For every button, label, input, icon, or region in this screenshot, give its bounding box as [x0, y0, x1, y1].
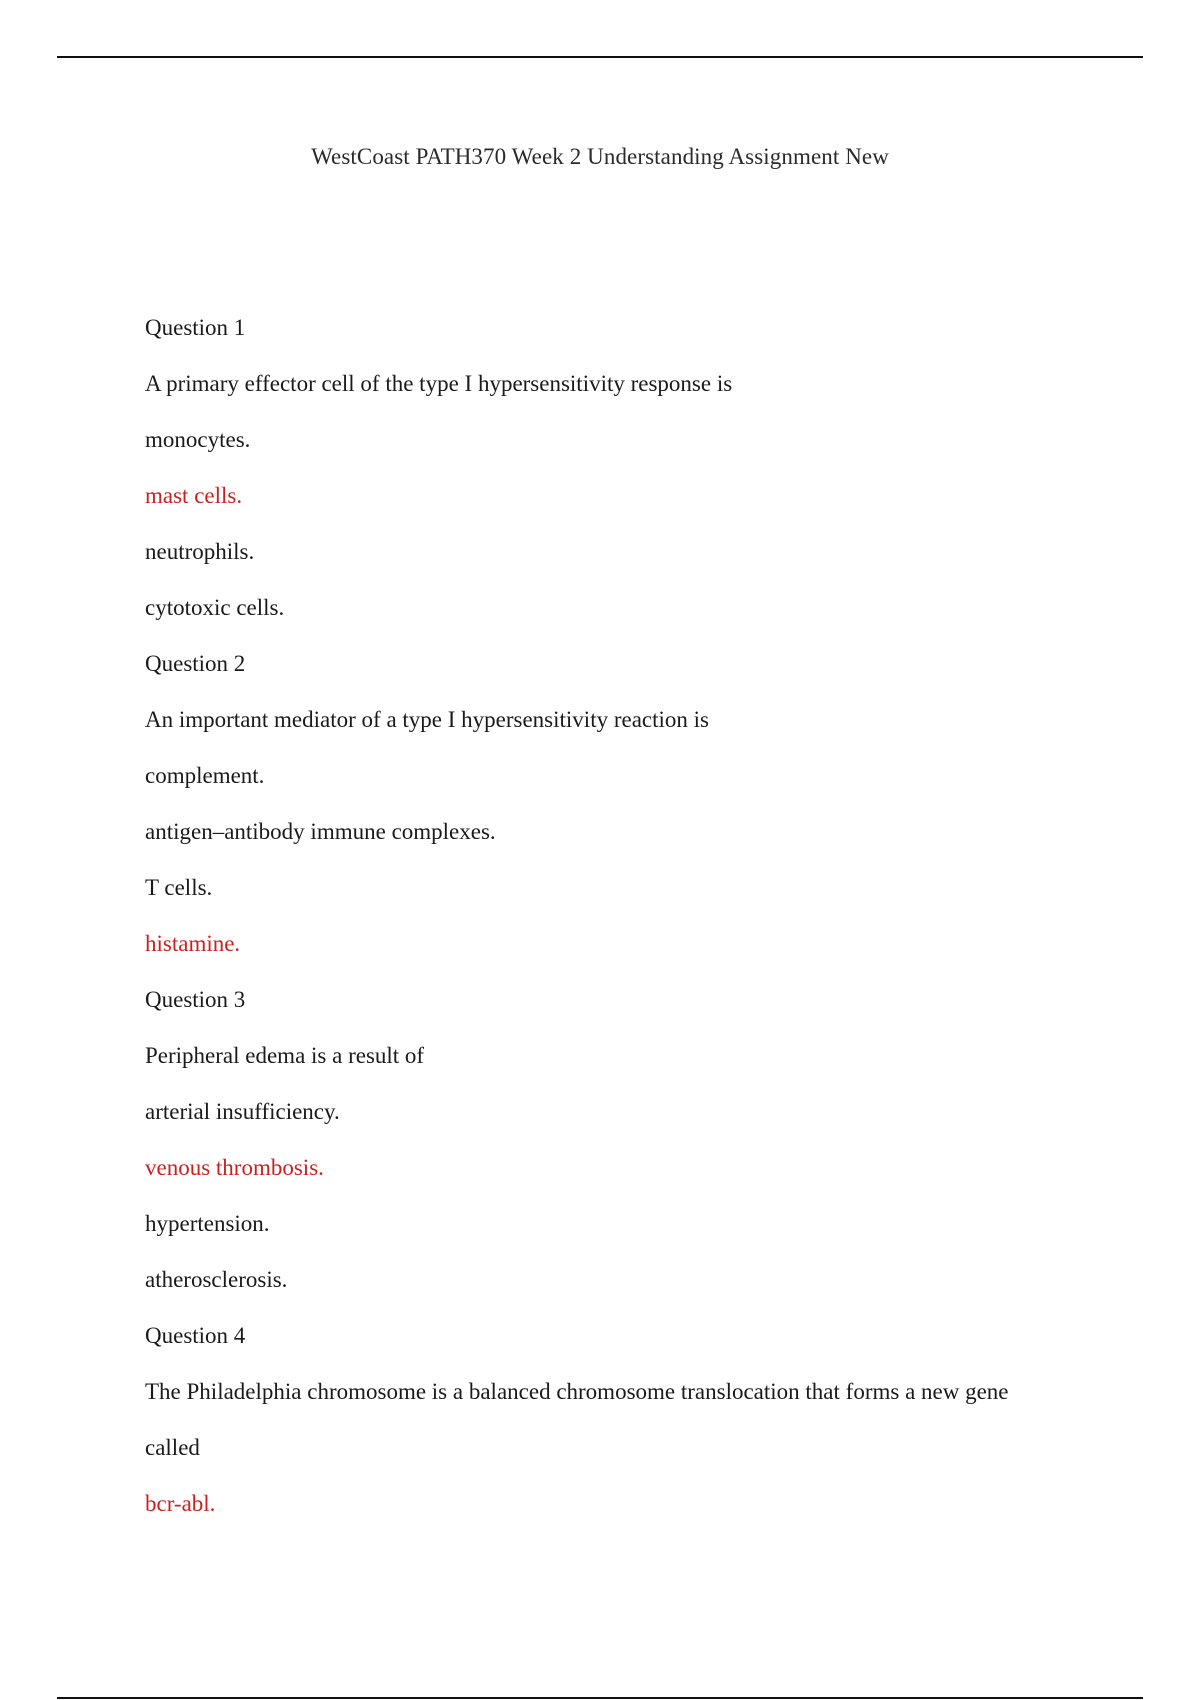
question-prompt: Peripheral edema is a result of: [145, 1043, 425, 1068]
correct-answer-option: bcr-abl.: [145, 1491, 216, 1516]
answer-option: atherosclerosis.: [145, 1267, 288, 1292]
correct-answer-option: histamine.: [145, 931, 241, 956]
answer-option: antigen–antibody immune complexes.: [145, 819, 496, 844]
question-label: Question 1: [145, 315, 246, 340]
document-title: WestCoast PATH370 Week 2 Understanding Assignment New: [311, 144, 889, 169]
answer-option: complement.: [145, 763, 265, 788]
answer-option: T cells.: [145, 875, 213, 900]
question-label: Question 2: [145, 651, 246, 676]
correct-answer-option: venous thrombosis.: [145, 1155, 324, 1180]
question-prompt: An important mediator of a type I hypersensitivity reaction is: [145, 707, 709, 732]
answer-option: arterial insufficiency.: [145, 1099, 340, 1124]
answer-option: cytotoxic cells.: [145, 595, 285, 620]
top-rule: [57, 56, 1143, 58]
answer-option: hypertension.: [145, 1211, 270, 1236]
correct-answer-option: mast cells.: [145, 483, 243, 508]
document-body: [145, 310, 1105, 1542]
answer-option: neutrophils.: [145, 539, 255, 564]
question-prompt: The Philadelphia chromosome is a balanced chromosome translocation that forms a new gene: [145, 1379, 1009, 1404]
bottom-rule: [57, 1697, 1143, 1699]
question-prompt-continuation: called: [145, 1435, 200, 1460]
question-label: Question 3: [145, 987, 246, 1012]
answer-option: monocytes.: [145, 427, 251, 452]
question-prompt: A primary effector cell of the type I hypersensitivity response is: [145, 371, 733, 396]
question-label: Question 4: [145, 1323, 246, 1348]
